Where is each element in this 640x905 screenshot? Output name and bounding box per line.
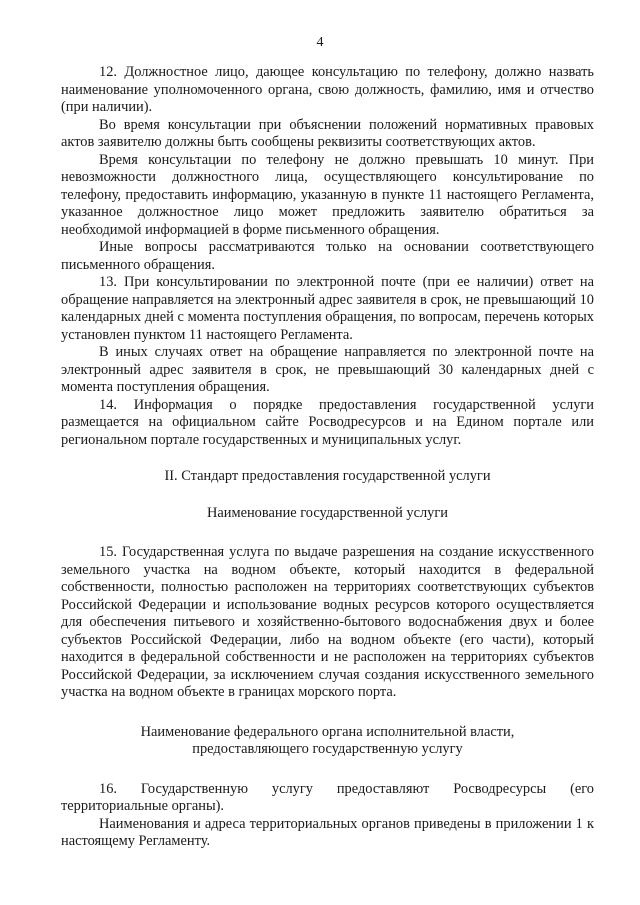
paragraph-12-time: Время консультации по телефону не должно превышать 10 минут. При невозможности должностного лица, осуществляющего консультирование по телефону, предоставить информацию, указанную в пункте 11 настоящего Регламента, указанное должностное лицо может предложить заявителю обратиться за необходимой информацией в форме письменного обращения. [61,151,594,238]
paragraph-13: 13. При консультировании по электронной почте (при ее наличии) ответ на обращение направляется на электронный адрес заявителя в срок, не превышающий 10 календарных дней с момента поступления обращения, по вопросам, перечень которых установлен пунктом 11 настоящего Регламента. [61,274,594,343]
paragraph-16-addresses: Наименования и адреса территориальных органов приведены в приложении 1 к настоящему Регламенту. [61,815,594,849]
paragraph-14: 14. Информация о порядке предоставления государственной услуги размещается на официальном сайте Росводресурсов и на Едином портале или региональном портале государственных и муниципальных услуг. [61,396,594,448]
subheading-authority-line1: Наименование федерального органа исполнительной власти, [140,723,515,740]
paragraph-12: 12. Должностное лицо, дающее консультацию по телефону, должно назвать наименование уполномоченного органа, свою должность, фамилию, имя и отчество (при наличии). [61,64,594,115]
subheading-service-name: Наименование государственной услуги [207,504,448,521]
paragraph-13-other: В иных случаях ответ на обращение направляется по электронной почте на электронный адрес заявителя в срок, не превышающий 30 календарных дней с момента поступления обращения. [61,344,594,395]
page-number: 4 [316,35,324,50]
section-title: II. Стандарт предоставления государственной услуги [164,468,491,484]
paragraph-16: 16. Государственную услугу предоставляют Росводресурсы (его территориальные органы). [61,780,594,814]
document-body [61,64,594,851]
paragraph-15: 15. Государственная услуга по выдаче разрешения на создание искусственного земельного участка на водном объекте, который находится в федеральной собственности, полностью расположен на территориях соответствующих субъектов Российской Федерации и использование водных ресурсов которого осуществляется для обеспечения питьевого и хозяйственно-бытового водоснабжения двух и более субъектов Российской Федерации, либо на водном объекте (его части), который находится в федеральной собственности и не расположен на территориях субъектов Российской Федерации, за исключением случая создания искусственного земельного участка на водном объекте в границах морского порта. [61,544,594,700]
paragraph-12-acts: Во время консультации при объяснении положений нормативных правовых актов заявителю должны быть сообщены реквизиты соответствующих актов. [61,116,594,150]
subheading-authority-line2: предоставляющего государственную услугу [192,741,463,757]
subheading-authority [61,724,594,759]
paragraph-12-other: Иные вопросы рассматриваются только на основании соответствующего письменного обращения. [61,239,594,273]
